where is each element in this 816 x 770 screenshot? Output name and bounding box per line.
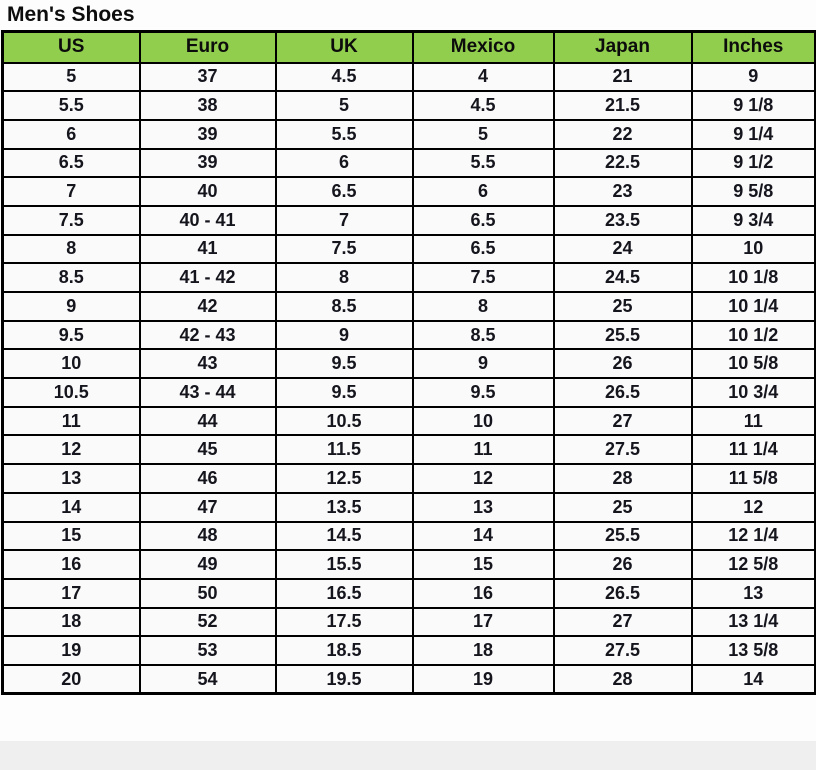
table-cell: 44 bbox=[140, 407, 276, 436]
header-row bbox=[3, 32, 816, 63]
size-conversion-table bbox=[1, 30, 816, 695]
table-cell: 26.5 bbox=[554, 378, 692, 407]
table-row bbox=[3, 493, 816, 522]
column-header-mexico: Mexico bbox=[413, 32, 554, 63]
table-cell: 13 bbox=[692, 579, 816, 608]
table-cell: 7 bbox=[3, 177, 140, 206]
table-row bbox=[3, 435, 816, 464]
table-cell: 41 - 42 bbox=[140, 263, 276, 292]
table-cell: 13 1/4 bbox=[692, 608, 816, 637]
table-cell: 16 bbox=[413, 579, 554, 608]
table-cell: 6.5 bbox=[413, 206, 554, 235]
table-cell: 17.5 bbox=[276, 608, 413, 637]
table-row bbox=[3, 235, 816, 264]
table-cell: 24.5 bbox=[554, 263, 692, 292]
table-cell: 14 bbox=[692, 665, 816, 694]
table-cell: 9 bbox=[692, 63, 816, 92]
table-row bbox=[3, 579, 816, 608]
table-cell: 54 bbox=[140, 665, 276, 694]
table-cell: 14.5 bbox=[276, 522, 413, 551]
table-cell: 4 bbox=[413, 63, 554, 92]
table-cell: 14 bbox=[3, 493, 140, 522]
table-cell: 4.5 bbox=[413, 91, 554, 120]
table-row bbox=[3, 636, 816, 665]
table-cell: 10 1/2 bbox=[692, 321, 816, 350]
table-body bbox=[3, 63, 816, 694]
table-cell: 6 bbox=[276, 149, 413, 178]
table-cell: 6 bbox=[3, 120, 140, 149]
table-cell: 13.5 bbox=[276, 493, 413, 522]
table-cell: 25.5 bbox=[554, 522, 692, 551]
table-row bbox=[3, 522, 816, 551]
table-cell: 5.5 bbox=[413, 149, 554, 178]
table-row bbox=[3, 665, 816, 694]
page-title: Men's Shoes bbox=[7, 3, 135, 26]
table-row bbox=[3, 608, 816, 637]
table-cell: 40 - 41 bbox=[140, 206, 276, 235]
table-row bbox=[3, 263, 816, 292]
table-cell: 12 5/8 bbox=[692, 550, 816, 579]
table-cell: 9 1/8 bbox=[692, 91, 816, 120]
table-cell: 10 1/4 bbox=[692, 292, 816, 321]
table-cell: 9.5 bbox=[276, 349, 413, 378]
table-cell: 25.5 bbox=[554, 321, 692, 350]
column-header-japan: Japan bbox=[554, 32, 692, 63]
table-cell: 22 bbox=[554, 120, 692, 149]
table-cell: 18 bbox=[413, 636, 554, 665]
table-row bbox=[3, 91, 816, 120]
table-cell: 23 bbox=[554, 177, 692, 206]
table-cell: 7.5 bbox=[3, 206, 140, 235]
table-cell: 26 bbox=[554, 349, 692, 378]
table-cell: 26 bbox=[554, 550, 692, 579]
table-cell: 10.5 bbox=[276, 407, 413, 436]
table-row bbox=[3, 321, 816, 350]
table-cell: 47 bbox=[140, 493, 276, 522]
table-cell: 19 bbox=[413, 665, 554, 694]
table-cell: 27.5 bbox=[554, 636, 692, 665]
table-cell: 27.5 bbox=[554, 435, 692, 464]
table-cell: 39 bbox=[140, 149, 276, 178]
table-cell: 8.5 bbox=[276, 292, 413, 321]
table-cell: 11 bbox=[692, 407, 816, 436]
table-cell: 46 bbox=[140, 464, 276, 493]
table-cell: 9.5 bbox=[413, 378, 554, 407]
table-cell: 11.5 bbox=[276, 435, 413, 464]
table-cell: 25 bbox=[554, 292, 692, 321]
table-cell: 52 bbox=[140, 608, 276, 637]
table-cell: 8 bbox=[413, 292, 554, 321]
table-cell: 27 bbox=[554, 407, 692, 436]
table-cell: 10 bbox=[3, 349, 140, 378]
table-cell: 8 bbox=[276, 263, 413, 292]
table-cell: 23.5 bbox=[554, 206, 692, 235]
table-cell: 10 1/8 bbox=[692, 263, 816, 292]
table-row bbox=[3, 206, 816, 235]
table-cell: 24 bbox=[554, 235, 692, 264]
table-row bbox=[3, 177, 816, 206]
table-cell: 8 bbox=[3, 235, 140, 264]
table-cell: 6 bbox=[413, 177, 554, 206]
table-row bbox=[3, 120, 816, 149]
table-cell: 18 bbox=[3, 608, 140, 637]
table-cell: 11 bbox=[413, 435, 554, 464]
table-cell: 45 bbox=[140, 435, 276, 464]
table-cell: 9 bbox=[3, 292, 140, 321]
table-cell: 9.5 bbox=[276, 378, 413, 407]
table-cell: 16.5 bbox=[276, 579, 413, 608]
table-cell: 7.5 bbox=[276, 235, 413, 264]
table-cell: 11 5/8 bbox=[692, 464, 816, 493]
table-cell: 10 3/4 bbox=[692, 378, 816, 407]
table-cell: 37 bbox=[140, 63, 276, 92]
table-cell: 17 bbox=[413, 608, 554, 637]
table-cell: 18.5 bbox=[276, 636, 413, 665]
table-cell: 6.5 bbox=[413, 235, 554, 264]
table-cell: 7 bbox=[276, 206, 413, 235]
table-cell: 21 bbox=[554, 63, 692, 92]
table-cell: 17 bbox=[3, 579, 140, 608]
table-cell: 9.5 bbox=[3, 321, 140, 350]
table-cell: 49 bbox=[140, 550, 276, 579]
table-cell: 10 5/8 bbox=[692, 349, 816, 378]
table-row bbox=[3, 407, 816, 436]
table-row bbox=[3, 378, 816, 407]
table-cell: 19.5 bbox=[276, 665, 413, 694]
table-cell: 20 bbox=[3, 665, 140, 694]
table-row bbox=[3, 349, 816, 378]
table-cell: 8.5 bbox=[413, 321, 554, 350]
table-cell: 9 bbox=[276, 321, 413, 350]
column-header-euro: Euro bbox=[140, 32, 276, 63]
table-cell: 15.5 bbox=[276, 550, 413, 579]
table-cell: 10.5 bbox=[3, 378, 140, 407]
table-cell: 48 bbox=[140, 522, 276, 551]
table-row bbox=[3, 464, 816, 493]
table-row bbox=[3, 149, 816, 178]
table-cell: 6.5 bbox=[276, 177, 413, 206]
table-cell: 9 3/4 bbox=[692, 206, 816, 235]
table-cell: 40 bbox=[140, 177, 276, 206]
table-cell: 15 bbox=[413, 550, 554, 579]
table-cell: 11 bbox=[3, 407, 140, 436]
table-cell: 13 5/8 bbox=[692, 636, 816, 665]
table-cell: 9 1/4 bbox=[692, 120, 816, 149]
table-cell: 19 bbox=[3, 636, 140, 665]
table-cell: 12 1/4 bbox=[692, 522, 816, 551]
table-cell: 25 bbox=[554, 493, 692, 522]
table-row bbox=[3, 550, 816, 579]
table-cell: 5 bbox=[3, 63, 140, 92]
table-cell: 12 bbox=[3, 435, 140, 464]
table-cell: 5 bbox=[413, 120, 554, 149]
table-cell: 13 bbox=[3, 464, 140, 493]
table-cell: 9 bbox=[413, 349, 554, 378]
table-cell: 11 1/4 bbox=[692, 435, 816, 464]
table-cell: 22.5 bbox=[554, 149, 692, 178]
table-cell: 42 bbox=[140, 292, 276, 321]
table-cell: 6.5 bbox=[3, 149, 140, 178]
table-cell: 5 bbox=[276, 91, 413, 120]
table-cell: 10 bbox=[692, 235, 816, 264]
table-cell: 28 bbox=[554, 464, 692, 493]
table-cell: 13 bbox=[413, 493, 554, 522]
table-cell: 10 bbox=[413, 407, 554, 436]
table-cell: 41 bbox=[140, 235, 276, 264]
table-row bbox=[3, 292, 816, 321]
table-cell: 39 bbox=[140, 120, 276, 149]
table-cell: 5.5 bbox=[3, 91, 140, 120]
table-cell: 12 bbox=[413, 464, 554, 493]
table-cell: 9 1/2 bbox=[692, 149, 816, 178]
table-cell: 42 - 43 bbox=[140, 321, 276, 350]
table-cell: 14 bbox=[413, 522, 554, 551]
table-cell: 4.5 bbox=[276, 63, 413, 92]
column-header-uk: UK bbox=[276, 32, 413, 63]
column-header-us: US bbox=[3, 32, 140, 63]
table-cell: 12 bbox=[692, 493, 816, 522]
table-cell: 38 bbox=[140, 91, 276, 120]
table-row bbox=[3, 63, 816, 92]
table-cell: 43 bbox=[140, 349, 276, 378]
table-cell: 8.5 bbox=[3, 263, 140, 292]
table-cell: 27 bbox=[554, 608, 692, 637]
table-cell: 12.5 bbox=[276, 464, 413, 493]
table-cell: 26.5 bbox=[554, 579, 692, 608]
table-cell: 50 bbox=[140, 579, 276, 608]
table-cell: 15 bbox=[3, 522, 140, 551]
table-cell: 16 bbox=[3, 550, 140, 579]
table-cell: 53 bbox=[140, 636, 276, 665]
column-header-inches: Inches bbox=[692, 32, 816, 63]
table-cell: 43 - 44 bbox=[140, 378, 276, 407]
table-cell: 21.5 bbox=[554, 91, 692, 120]
table-cell: 7.5 bbox=[413, 263, 554, 292]
table-cell: 5.5 bbox=[276, 120, 413, 149]
table-cell: 9 5/8 bbox=[692, 177, 816, 206]
table-cell: 28 bbox=[554, 665, 692, 694]
